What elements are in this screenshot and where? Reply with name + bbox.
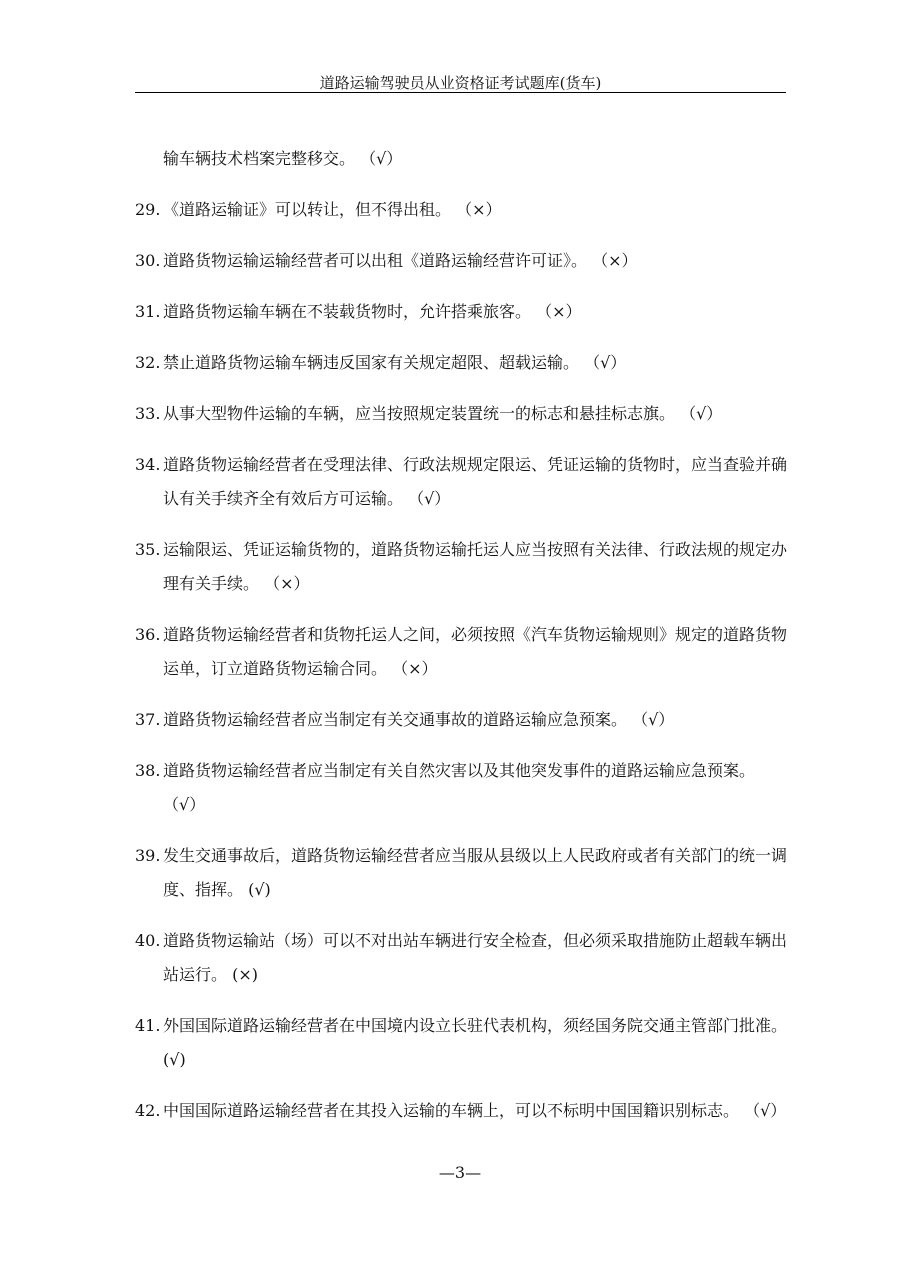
question-text: 道路货物运输经营者应当制定有关自然灾害以及其他突发事件的道路运输应急预案。 <box>163 761 756 780</box>
question-number: 37. <box>135 710 161 729</box>
answer-mark: （√） <box>360 149 403 168</box>
question-item-30 <box>135 244 790 278</box>
question-item-36 <box>135 618 790 686</box>
question-item-38 <box>135 754 790 822</box>
question-item-37 <box>135 703 790 737</box>
question-number: 40. <box>135 931 161 950</box>
question-text: 中国国际道路运输经营者在其投入运输的车辆上，可以不标明中国国籍识别标志。 <box>163 1101 740 1120</box>
question-text: 道路货物运输运输经营者可以出租《道路运输经营许可证》。 <box>163 251 588 270</box>
question-number: 32. <box>135 353 161 372</box>
question-text: 输车辆技术档案完整移交。 <box>163 149 356 168</box>
answer-mark: (√) <box>248 880 271 899</box>
question-text: 从事大型物件运输的车辆，应当按照规定装置统一的标志和悬挂标志旗。 <box>163 404 676 423</box>
question-item-34 <box>135 448 790 516</box>
question-number: 42. <box>135 1101 161 1120</box>
answer-mark: (×) <box>232 965 258 984</box>
answer-mark: （√） <box>163 795 206 814</box>
question-number: 38. <box>135 761 161 780</box>
question-item-continuation <box>135 142 790 176</box>
question-item-31 <box>135 295 790 329</box>
answer-mark: （√） <box>584 353 627 372</box>
question-number: 29. <box>135 200 161 219</box>
question-number: 41. <box>135 1016 161 1035</box>
answer-mark: （×） <box>456 200 502 219</box>
header-rule <box>135 92 786 93</box>
answer-mark: （×） <box>392 659 438 678</box>
question-text: 道路货物运输经营者在受理法律、行政法规规定限运、凭证运输的货物时，应当查验并确认有关手续齐全有效后方可运输。 <box>163 455 788 508</box>
question-item-29 <box>135 193 790 227</box>
answer-mark: （×） <box>592 251 638 270</box>
answer-mark: （√） <box>632 710 675 729</box>
answer-mark: （√） <box>408 489 451 508</box>
page-number: —3— <box>438 1163 482 1182</box>
question-item-39 <box>135 839 790 907</box>
question-text: 禁止道路货物运输车辆违反国家有关规定超限、超载运输。 <box>163 353 580 372</box>
answer-mark: （√） <box>744 1101 787 1120</box>
answer-mark: （√） <box>680 404 723 423</box>
question-number: 33. <box>135 404 161 423</box>
question-text: 外国国际道路运输经营者在中国境内设立长驻代表机构，须经国务院交通主管部门批准。 <box>163 1016 788 1035</box>
question-text: 《道路运输证》可以转让，但不得出租。 <box>163 200 452 219</box>
question-item-40 <box>135 924 790 992</box>
question-number: 35. <box>135 540 161 559</box>
question-number: 34. <box>135 455 161 474</box>
question-text: 运输限运、凭证运输货物的，道路货物运输托运人应当按照有关法律、行政法规的规定办理有关手续。 <box>163 540 788 593</box>
question-list <box>135 142 790 1145</box>
question-text: 发生交通事故后，道路货物运输经营者应当服从县级以上人民政府或者有关部门的统一调度、指挥。 <box>163 846 788 899</box>
question-item-33 <box>135 397 790 431</box>
answer-mark: (√) <box>163 1050 186 1069</box>
question-text: 道路货物运输经营者应当制定有关交通事故的道路运输应急预案。 <box>163 710 628 729</box>
question-item-32 <box>135 346 790 380</box>
answer-mark: （×） <box>536 302 582 321</box>
answer-mark: （×） <box>264 574 310 593</box>
question-number: 30. <box>135 251 161 270</box>
page-header-title: 道路运输驾驶员从业资格证考试题库(货车) <box>319 74 602 92</box>
question-text: 道路货物运输站（场）可以不对出站车辆进行安全检查，但必须采取措施防止超载车辆出站运行。 <box>163 931 788 984</box>
question-number: 31. <box>135 302 161 321</box>
question-text: 道路货物运输车辆在不装载货物时，允许搭乘旅客。 <box>163 302 532 321</box>
question-number: 36. <box>135 625 161 644</box>
question-item-35 <box>135 533 790 601</box>
question-text: 道路货物运输经营者和货物托运人之间，必须按照《汽车货物运输规则》规定的道路货物运单，订立道路货物运输合同。 <box>163 625 788 678</box>
question-number: 39. <box>135 846 161 865</box>
question-item-41 <box>135 1009 790 1077</box>
question-item-42 <box>135 1094 790 1128</box>
